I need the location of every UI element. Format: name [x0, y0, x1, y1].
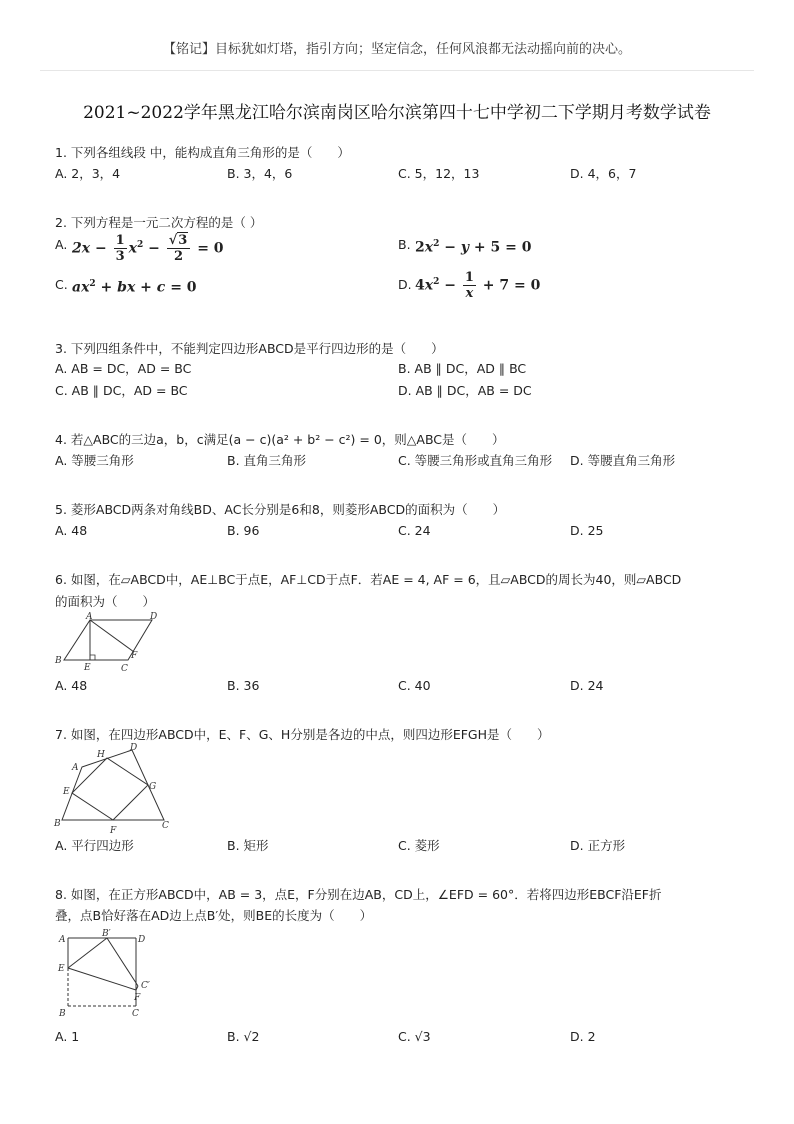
q6-stem-line2: 的面积为（ ）: [55, 594, 156, 609]
q3-option-d: D. AB ∥ DC，AB = DC: [398, 383, 532, 398]
q2-option-d-label: D.: [398, 277, 412, 292]
q1-option-c: C. 5，12，13: [398, 166, 480, 181]
q6-label-a: A: [86, 612, 93, 622]
q6-label-f: F: [131, 651, 138, 661]
q7-label-e: E: [63, 787, 70, 797]
q3-option-a: A. AB = DC，AD = BC: [55, 361, 192, 376]
q8-stem-line2: 叠，点B恰好落在AD边上点B′处，则BE的长度为（ ）: [55, 908, 373, 923]
q5-option-a: A. 48: [55, 523, 88, 538]
q6-label-b: B: [55, 656, 62, 666]
q8-label-d: D: [138, 935, 146, 945]
q2-option-a-label: A.: [55, 237, 68, 252]
header-motto: 【铭记】目标犹如灯塔，指引方向；坚定信念，任何风浪都无法动摇向前的决心。: [162, 42, 631, 57]
q2-option-b-label: B.: [398, 237, 411, 252]
q4-option-b: B. 直角三角形: [227, 453, 307, 468]
q6-option-d: D. 24: [570, 678, 604, 693]
q2-option-c-label: C.: [55, 277, 68, 292]
q8-label-b-prime: B′: [102, 929, 111, 939]
q3-option-c: C. AB ∥ DC，AD = BC: [55, 383, 188, 398]
q7-label-b: B: [54, 819, 61, 829]
q5-option-b: B. 96: [227, 523, 260, 538]
q8-stem-line1: 8. 如图，在正方形ABCD中，AB = 3，点E，F分别在边AB，CD上，∠EFD = 60°．若将四边形EBCF沿EF折: [55, 887, 662, 902]
q8-option-b: B. √2: [227, 1029, 260, 1044]
q3-stem: 3. 下列四组条件中，不能判定四边形ABCD是平行四边形的是（ ）: [55, 341, 444, 356]
q5-option-c: C. 24: [398, 523, 431, 538]
q7-label-h: H: [97, 750, 105, 760]
q7-stem: 7. 如图，在四边形ABCD中，E、F、G、H分别是各边的中点，则四边形EFGH是（ ）: [55, 727, 550, 742]
q6-label-e: E: [84, 663, 91, 673]
q7-quadrilateral-figure: [52, 742, 177, 837]
q2-option-a-formula: 2x − $\frac{1}{3}$ $x^2$ − $\frac{√3}{2}$ = 0: [72, 233, 224, 264]
q5-stem: 5. 菱形ABCD两条对角线BD、AC长分别是6和8，则菱形ABCD的面积为（ ）: [55, 502, 506, 517]
q6-option-b: B. 36: [227, 678, 260, 693]
q8-label-c: C: [132, 1009, 139, 1019]
q5-option-d: D. 25: [570, 523, 604, 538]
q2-stem: 2. 下列方程是一元二次方程的是（ ）: [55, 215, 263, 230]
q8-label-e: E: [58, 964, 65, 974]
q7-label-c: C: [162, 821, 169, 831]
q7-label-a: A: [72, 763, 79, 773]
q1-option-d: D. 4，6，7: [570, 166, 637, 181]
header-divider: [40, 70, 754, 71]
q6-label-d: D: [150, 612, 158, 622]
q4-option-c: C. 等腰三角形或直角三角形: [398, 453, 553, 468]
q6-option-a: A. 48: [55, 678, 88, 693]
q1-stem: 1. 下列各组线段 中，能构成直角三角形的是（ ）: [55, 145, 350, 160]
q7-label-d: D: [130, 743, 138, 753]
q7-option-d: D. 正方形: [570, 838, 626, 853]
q1-option-b: B. 3，4，6: [227, 166, 293, 181]
q7-option-a: A. 平行四边形: [55, 838, 134, 853]
q2-option-c-formula: $ax^2$ + bx + c = 0: [72, 279, 197, 296]
q8-label-b: B: [59, 1009, 66, 1019]
q2-option-b-formula: $2x^2 - y + 5 = 0$: [415, 239, 532, 256]
q6-stem-line1: 6. 如图，在▱ABCD中，AE⊥BC于点E，AF⊥CD于点F．若AE = 4, AF = 6，且▱ABCD的周长为40，则▱ABCD: [55, 572, 682, 587]
q3-option-b: B. AB ∥ DC，AD ∥ BC: [398, 361, 527, 376]
q8-square-figure: [52, 926, 162, 1021]
q2-option-d-formula: $4x^2$ − $\frac{1}{x}$ + 7 = 0: [415, 270, 541, 301]
q6-parallelogram-figure: [52, 612, 162, 674]
q1-option-a: A. 2，3，4: [55, 166, 121, 181]
q7-label-g: G: [149, 782, 157, 792]
q4-option-d: D. 等腰直角三角形: [570, 453, 676, 468]
q7-label-f: F: [110, 826, 117, 836]
page-title: 2021~2022学年黑龙江哈尔滨南岗区哈尔滨第四十七中学初二下学期月考数学试卷: [83, 103, 711, 123]
q8-label-c-prime: C′: [141, 981, 150, 991]
q8-label-f: F: [134, 993, 141, 1003]
q7-option-b: B. 矩形: [227, 838, 269, 853]
q4-stem: 4. 若△ABC的三边a，b，c满足(a − c)(a² + b² − c²) = 0，则△ABC是（ ）: [55, 432, 505, 447]
q8-option-d: D. 2: [570, 1029, 596, 1044]
q4-option-a: A. 等腰三角形: [55, 453, 134, 468]
q7-option-c: C. 菱形: [398, 838, 440, 853]
q8-option-c: C. √3: [398, 1029, 431, 1044]
q6-label-c: C: [121, 664, 128, 674]
q8-label-a: A: [59, 935, 66, 945]
q6-option-c: C. 40: [398, 678, 431, 693]
q8-option-a: A. 1: [55, 1029, 80, 1044]
